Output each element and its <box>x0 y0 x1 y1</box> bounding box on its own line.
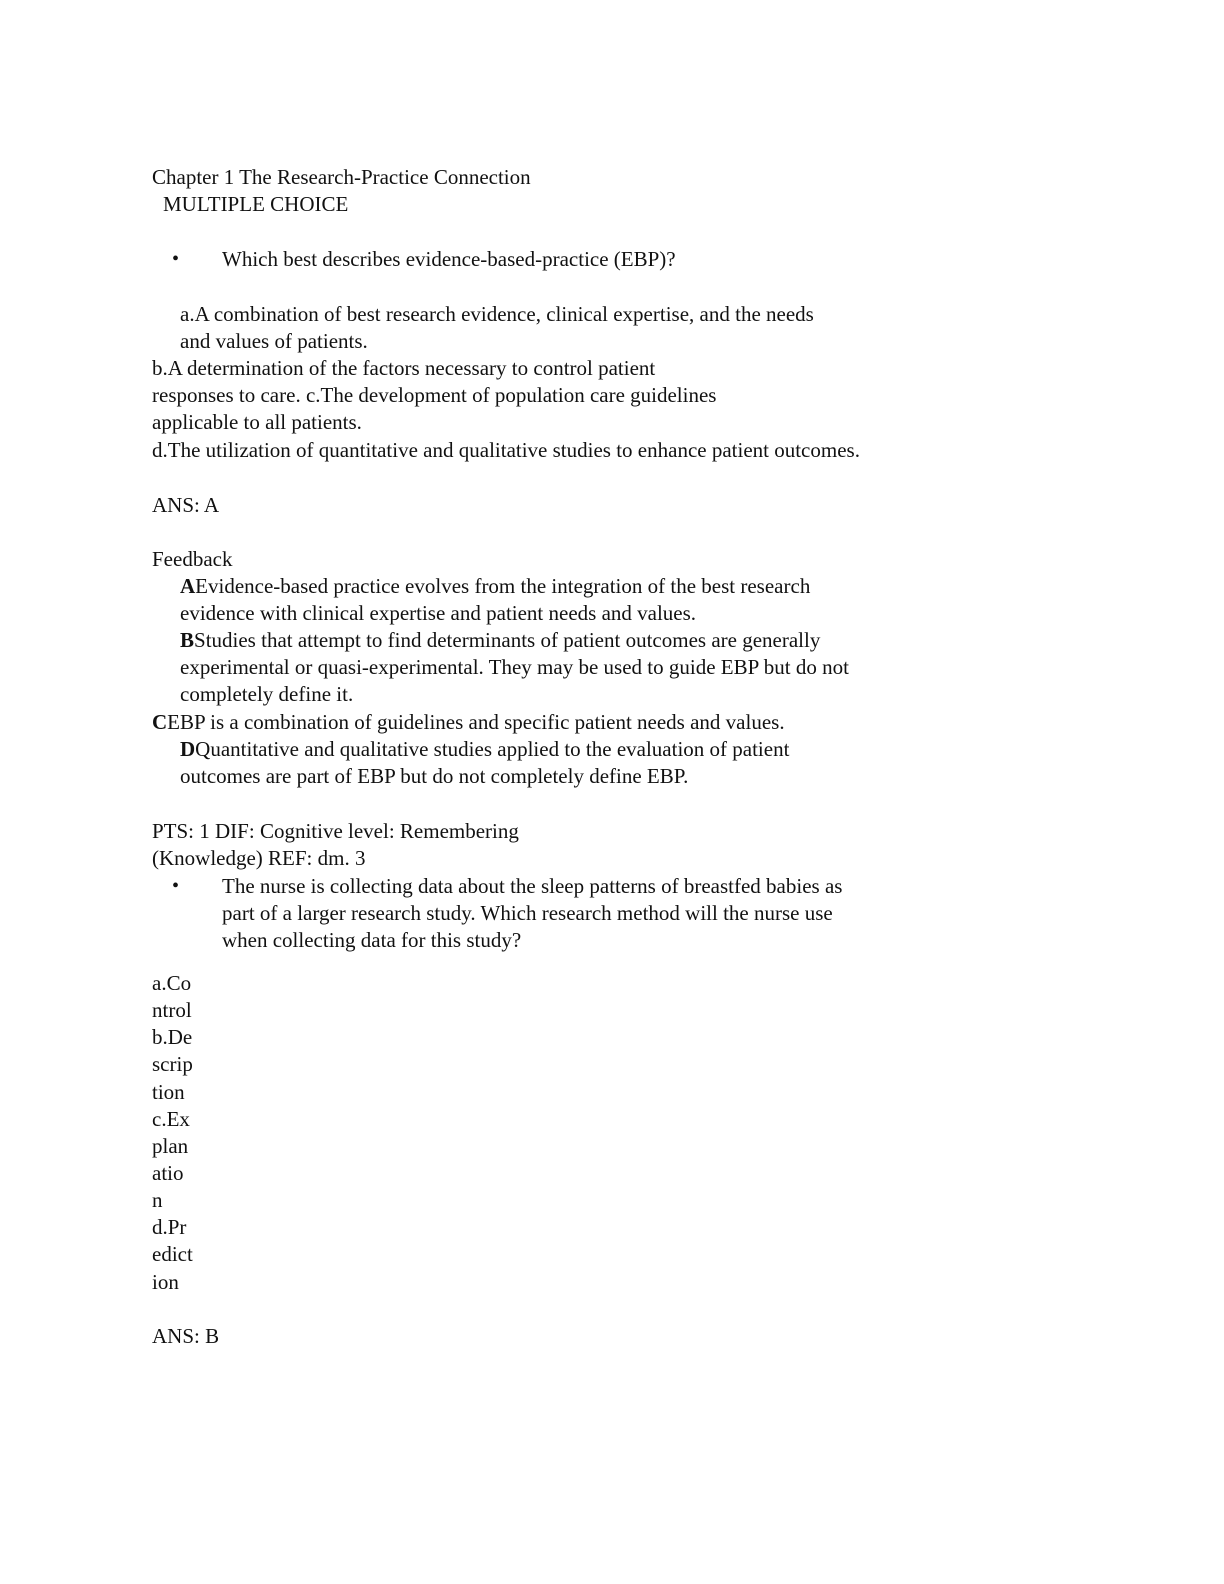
feedback-text: Studies that attempt to find determinants of patient outcomes are generally <box>194 628 821 652</box>
q2-question-line: The nurse is collecting data about the sleep patterns of breastfed babies as <box>222 874 843 898</box>
feedback-heading: Feedback <box>152 547 233 571</box>
q2-option-fragment: ntrol <box>152 998 192 1022</box>
feedback-text: Quantitative and qualitative studies applied to the evaluation of patient <box>195 737 790 761</box>
feedback-text: EBP is a combination of guidelines and specific patient needs and values. <box>167 710 785 734</box>
q2-option-fragment: d.Pr <box>152 1215 187 1239</box>
q2-option-fragment: n <box>152 1188 163 1212</box>
q1-meta-line: PTS: 1 DIF: Cognitive level: Remembering <box>152 819 519 843</box>
q1-question: Which best describes evidence-based-practice (EBP)? <box>222 247 676 271</box>
q2-option-fragment: ion <box>152 1270 179 1294</box>
feedback-letter: C <box>152 710 168 734</box>
q2-option-fragment: b.De <box>152 1025 193 1049</box>
chapter-title: Chapter 1 The Research-Practice Connection <box>152 165 531 189</box>
q2-option-fragment: atio <box>152 1161 184 1185</box>
q1-meta-line: (Knowledge) REF: dm. 3 <box>152 846 366 870</box>
feedback-text: experimental or quasi-experimental. They may be used to guide EBP but do not <box>180 655 849 679</box>
q2-option-fragment: plan <box>152 1134 189 1158</box>
feedback-letter: D <box>180 737 196 761</box>
q1-option-line: responses to care. c.The development of population care guidelines <box>152 383 717 407</box>
q2-answer: ANS: B <box>152 1324 220 1348</box>
q1-option-line: b.A determination of the factors necessary to control patient <box>152 356 656 380</box>
section-title: MULTIPLE CHOICE <box>163 192 349 216</box>
feedback-text: evidence with clinical expertise and patient needs and values. <box>180 601 697 625</box>
q1-option-line: applicable to all patients. <box>152 410 362 434</box>
q2-option-fragment: edict <box>152 1242 193 1266</box>
q2-question-line: when collecting data for this study? <box>222 928 522 952</box>
feedback-text: Evidence-based practice evolves from the integration of the best research <box>195 574 811 598</box>
feedback-item-d <box>180 736 789 763</box>
feedback-letter: B <box>180 628 195 652</box>
q2-option-fragment: tion <box>152 1080 185 1104</box>
feedback-text: completely define it. <box>180 682 354 706</box>
q2-question-line: part of a larger research study. Which research method will the nurse use <box>222 901 833 925</box>
q2-option-fragment: scrip <box>152 1052 193 1076</box>
q2-option-fragment: a.Co <box>152 971 192 995</box>
q1-option-line: a.A combination of best research evidence, clinical expertise, and the needs <box>180 302 814 326</box>
feedback-text: outcomes are part of EBP but do not completely define EBP. <box>180 764 689 788</box>
bullet-glyph: • <box>172 875 180 897</box>
bullet-glyph: • <box>172 248 180 270</box>
feedback-item-a <box>180 573 810 600</box>
q1-option-line: and values of patients. <box>180 329 368 353</box>
feedback-item-b <box>180 627 820 654</box>
feedback-letter: A <box>180 574 196 598</box>
q1-answer: ANS: A <box>152 493 220 517</box>
feedback-item-c <box>152 709 785 736</box>
q1-option-line: d.The utilization of quantitative and qualitative studies to enhance patient outcomes. <box>152 438 860 462</box>
q2-option-fragment: c.Ex <box>152 1107 190 1131</box>
